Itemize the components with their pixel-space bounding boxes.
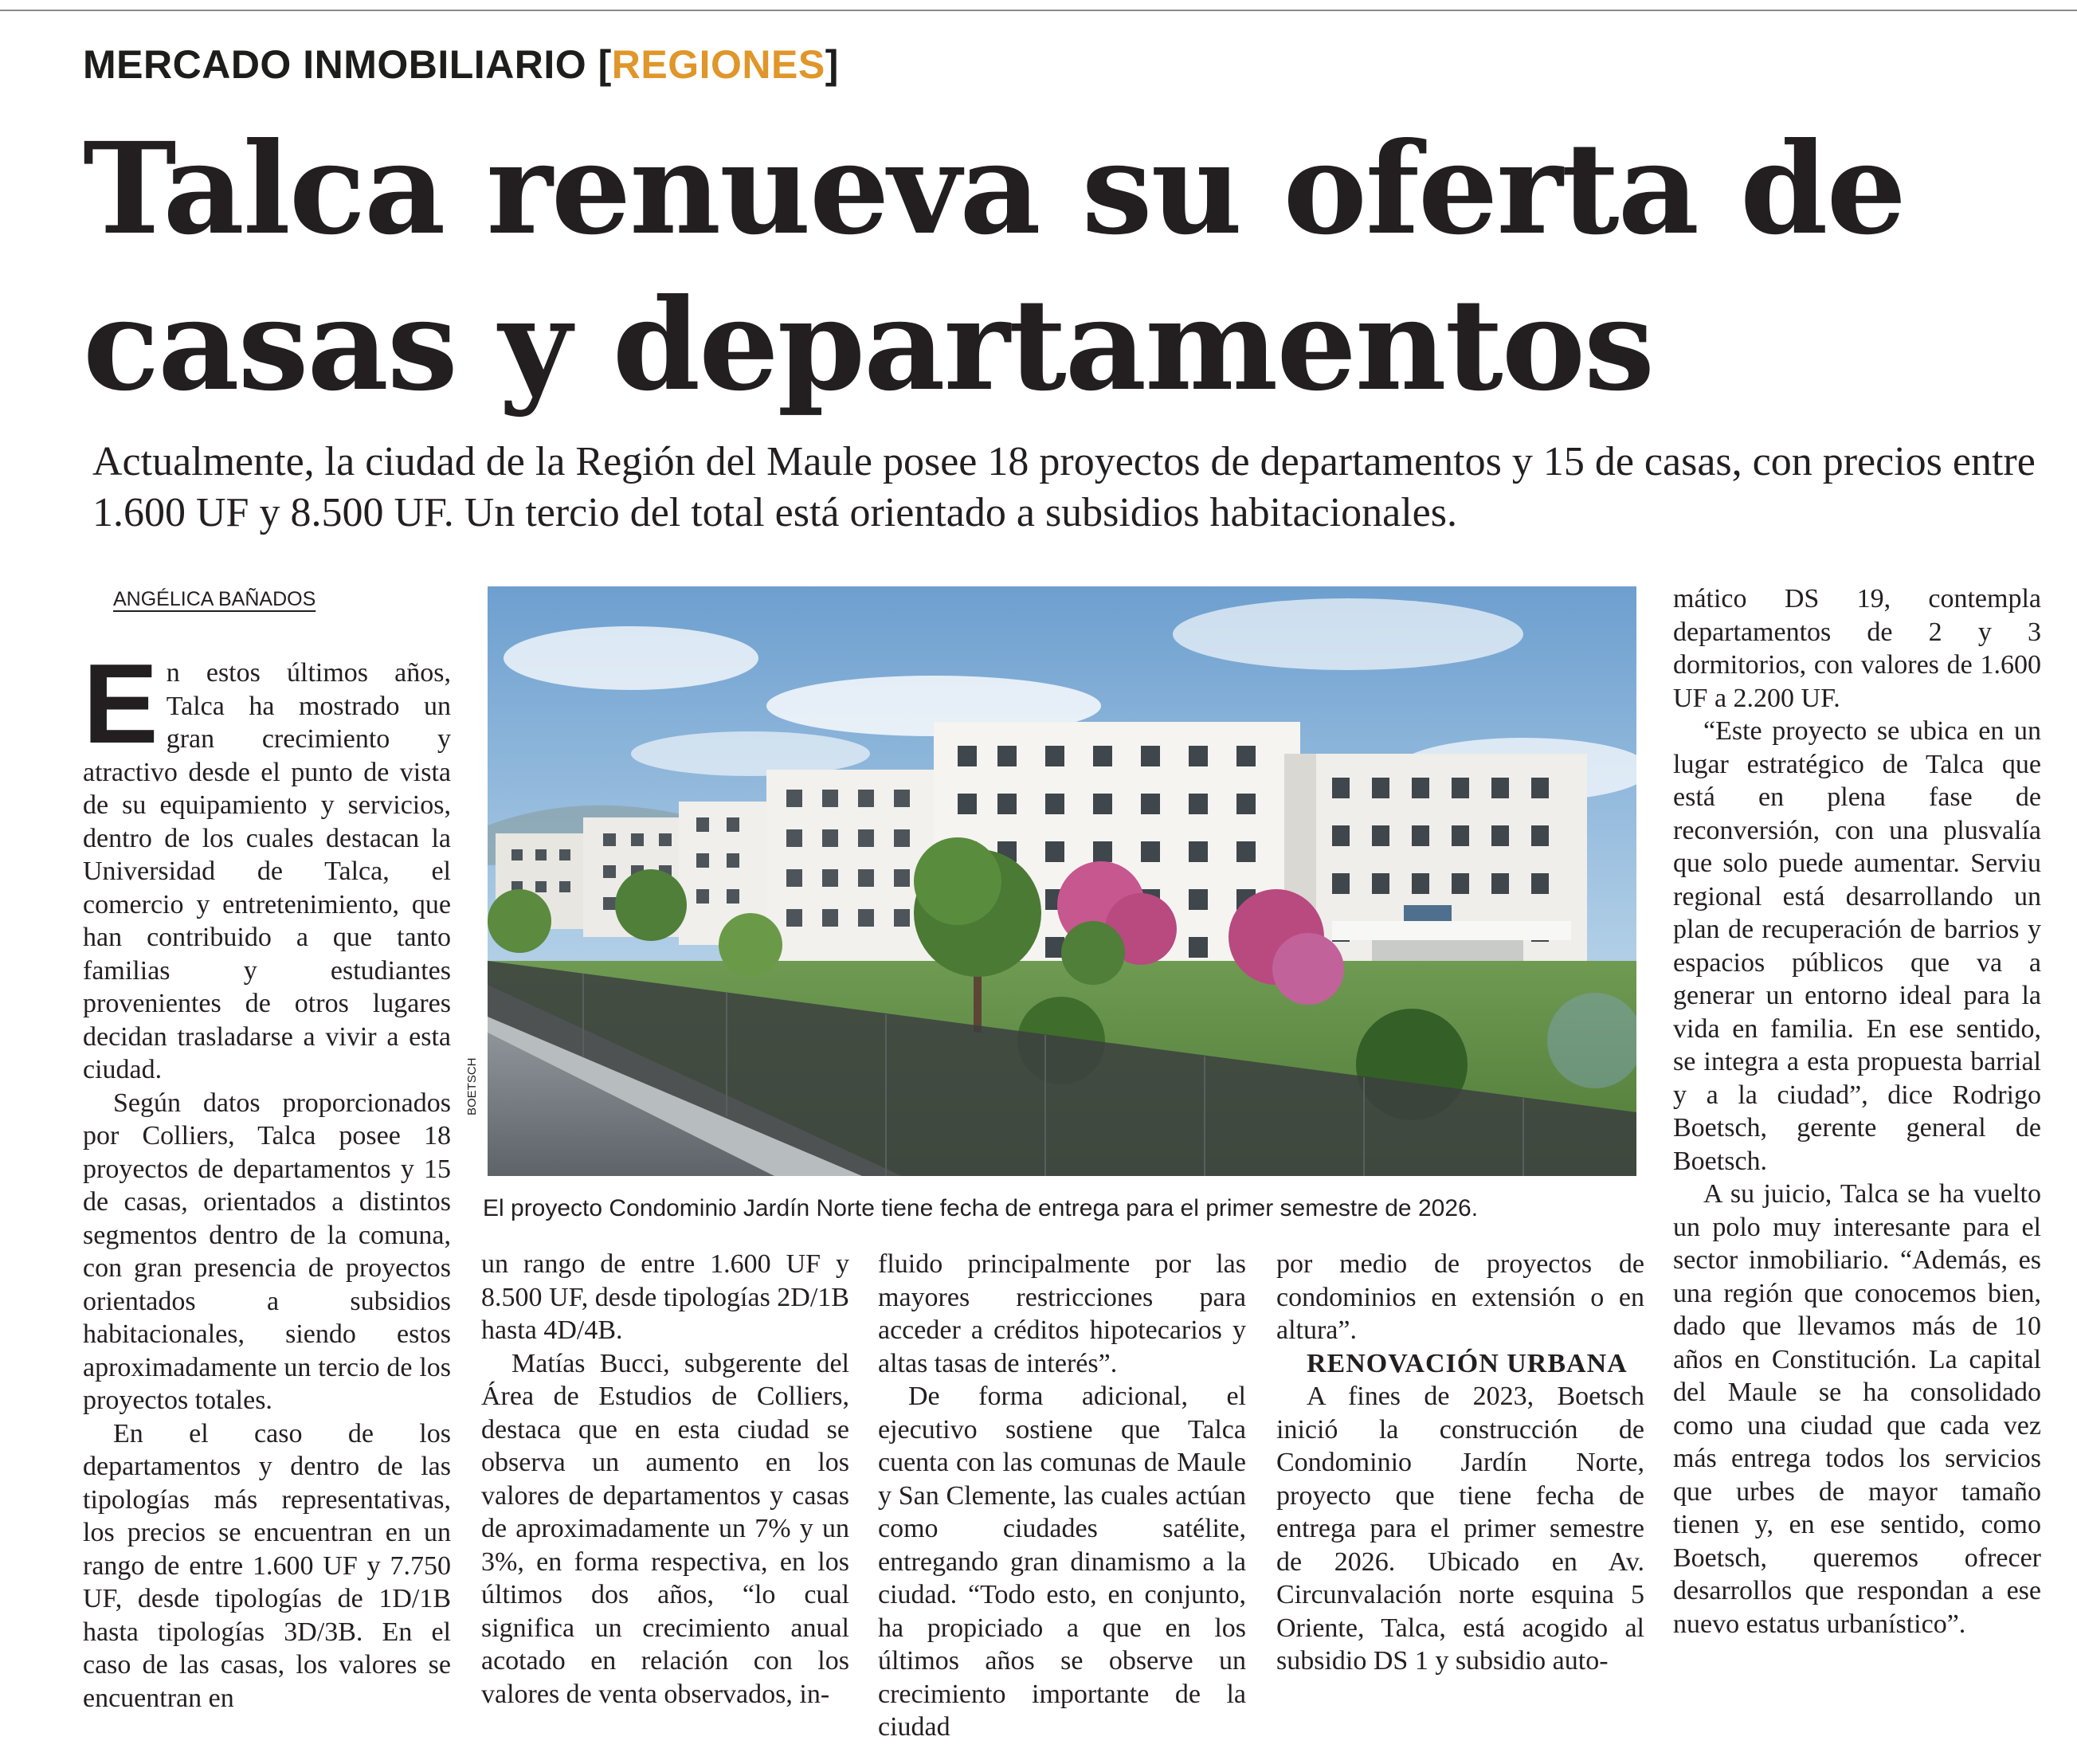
headline: Talca renueva su oferta de casas y departamentos	[83, 116, 1905, 419]
paragraph: por medio de proyectos de condominios en extensión o en altura”.	[1276, 1249, 1644, 1345]
section-bracket-open: [	[598, 42, 612, 87]
paragraph: un rango de entre 1.600 UF y 8.500 UF, desde tipologías 2D/1B hasta 4D/4B.	[481, 1249, 849, 1345]
article-column-3	[878, 1248, 1246, 1744]
photo-caption: El proyecto Condominio Jardín Norte tiene fecha de entrega para el primer semestre de 2026.	[483, 1195, 1479, 1221]
dek: Actualmente, la ciudad de la Región del Maule posee 18 proyectos de departamentos y 15 de casas, con precios entre 1.600 UF y 8.500 UF. Un tercio del total está orientado a subsidios habitacionales.	[92, 439, 2036, 535]
paragraph: fluido principalmente por las mayores restricciones para acceder a créditos hipotecarios y altas tasas de interés”.	[878, 1249, 1246, 1378]
section-name: MERCADO INMOBILIARIO	[83, 42, 587, 87]
article-column-2	[481, 1248, 849, 1711]
article-column-1	[83, 641, 451, 1715]
paragraph: En el caso de los departamentos y dentro de las tipologías más representativas, los precios se encuentran en un rango de entre 1.600 UF y 7.750 UF, desde tipologías de 1D/1B hasta tipologías 3D/3B. En el caso de las casas, los valores se encuentran en	[83, 1418, 451, 1713]
section-label	[83, 41, 839, 88]
paragraph: Matías Bucci, subgerente del Área de Estudios de Colliers, destaca que en esta ciudad se observa un aumento en los valores de departamentos y casas de aproximadamente un 7% y un 3%, en forma respectiva, en los últimos dos años, “lo cual significa un crecimiento anual acotado en relación con los valores de venta observados, in-	[481, 1348, 849, 1709]
paragraph	[83, 641, 451, 1087]
paragraph: Según datos proporcionados por Colliers, Talca posee 18 proyectos de departamentos y 15 de casas, orientados a distintos segmentos dentro de la comuna, con gran presencia de proyectos orientados a subsidios habitacionales, siendo estos aproximadamente un tercio de los proyectos totales.	[83, 1088, 451, 1415]
section-tag: REGIONES	[611, 42, 825, 87]
paragraph: A fines de 2023, Boetsch inició la construcción de Condominio Jardín Norte, proyecto que tiene fecha de entrega para el primer semestre de 2026. Ubicado en Av. Circunvalación norte esquina 5 Oriente, Talca, está acogido al subsidio DS 1 y subsidio auto-	[1276, 1382, 1644, 1676]
top-rule	[0, 10, 2077, 11]
condominium-rendering	[488, 586, 1636, 1176]
paragraph-text: n estos últimos años, Talca ha mostrado un gran crecimiento y atractivo desde el punto de vista de su equipamiento y servicios, dentro de los cuales destacan la Universidad de Talca, el comercio y entretenimiento, que han contribuido a que tanto familias y estudiantes provenientes de otros lugares decidan trasladarse a vivir a esta ciudad.	[83, 658, 451, 1084]
photo-credit: BOETSCH	[465, 1057, 479, 1115]
byline: ANGÉLICA BAÑADOS	[113, 588, 316, 610]
paragraph: De forma adicional, el ejecutivo sostiene que Talca cuenta con las comunas de Maule y San Clemente, las cuales actúan como ciudades satélite, entregando gran dinamismo a la ciudad. “Todo esto, en conjunto, ha propiciado a que en los últimos años se observe un crecimiento importante de la ciudad	[878, 1382, 1246, 1742]
subhead: RENOVACIÓN URBANA	[1307, 1348, 1628, 1378]
paragraph: mático DS 19, contempla departamentos de 2 y 3 dormitorios, con valores de 1.600 UF a 2.200 UF.	[1673, 584, 2041, 713]
article-column-5	[1673, 582, 2041, 1641]
paragraph: A su juicio, Talca se ha vuelto un polo muy interesante para el sector inmobiliario. “Además, es una región que conocemos bien, dado que llevamos más de 10 años en Constitución. La capital del Maule se ha consolidado como una ciudad que cada vez más entrega todos los servicios que urbes de mayor tamaño tienen y, en ese sentido, como Boetsch, queremos ofrecer desarrollos que respondan a ese nuevo estatus urbanístico”.	[1673, 1179, 2041, 1639]
section-bracket-close: ]	[825, 42, 839, 87]
drop-cap: E	[83, 641, 159, 767]
paragraph: “Este proyecto se ubica en un lugar estratégico de Talca que está en plena fase de reconversión, con una plusvalía que solo puede aumentar. Serviu regional está desarrollando un plan de recuperación de barrios y espacios públicos que va a generar un entorno ideal para la vida en familia. En ese sentido, se integra a esta propuesta barrial y a la ciudad”, dice Rodrigo Boetsch, gerente general de Boetsch.	[1673, 716, 2041, 1176]
article-photo	[488, 586, 1636, 1176]
article-column-4	[1276, 1248, 1644, 1678]
